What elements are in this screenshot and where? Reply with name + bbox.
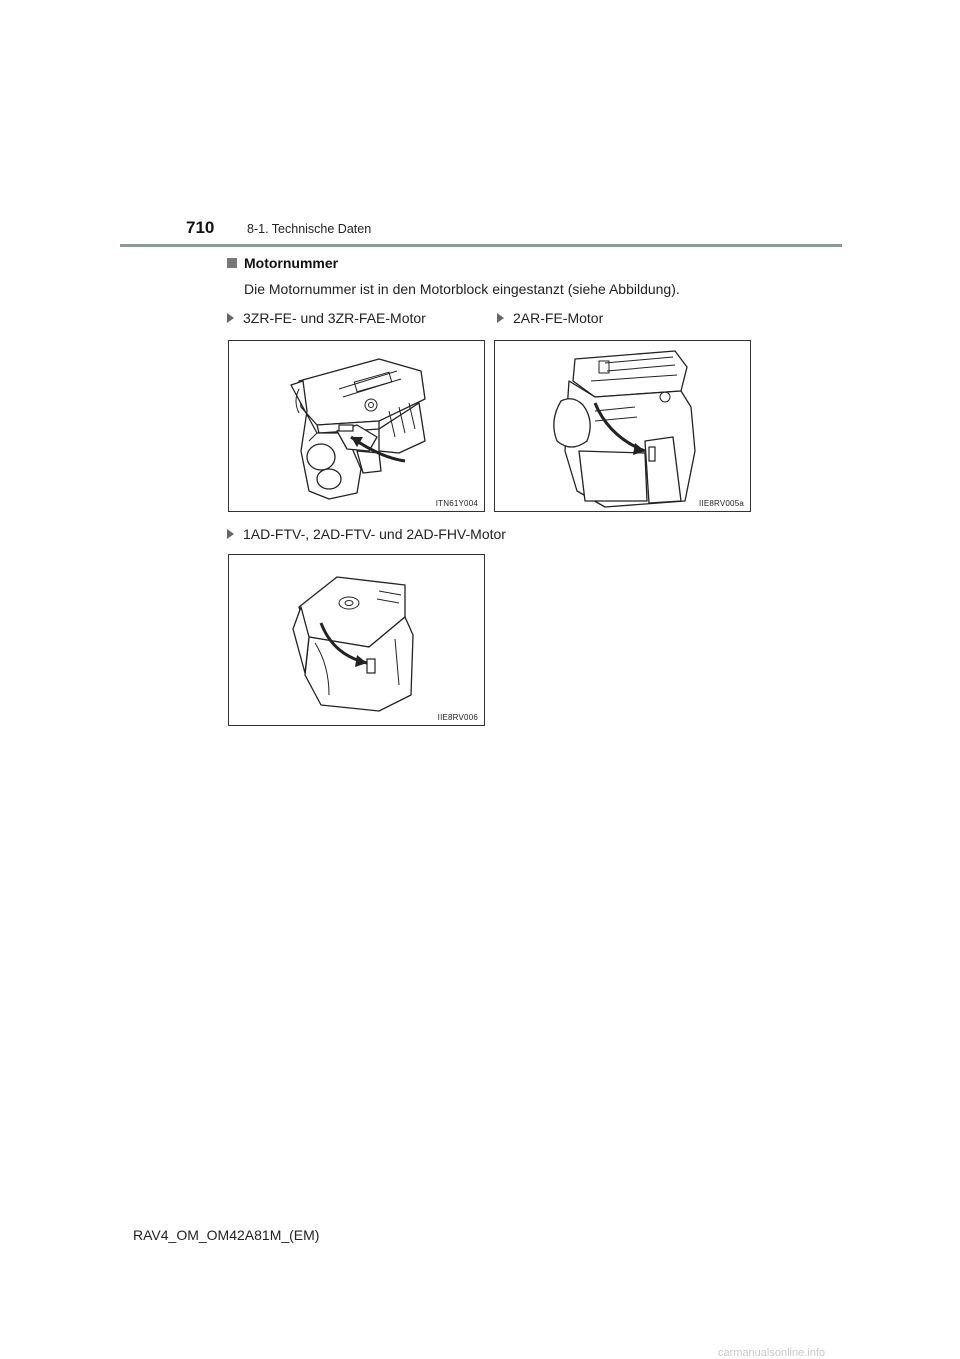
heading-text: Motornummer bbox=[244, 255, 339, 271]
figure-code: ITN61Y004 bbox=[435, 499, 478, 508]
figure-3zr-engine bbox=[228, 340, 485, 512]
figure-ad-engine bbox=[228, 554, 485, 726]
item-label: 1AD-FTV-, 2AD-FTV- und 2AD-FHV-Motor bbox=[243, 526, 506, 542]
engine-item-ad bbox=[227, 526, 506, 542]
motor-number-heading bbox=[227, 255, 338, 271]
header-rule bbox=[120, 244, 842, 247]
engine-illustration-ad bbox=[229, 555, 485, 726]
page-number: 710 bbox=[186, 218, 215, 237]
body-paragraph: Die Motornummer ist in den Motorblock eingestanzt (siehe Abbildung). bbox=[244, 281, 680, 297]
engine-item-2ar bbox=[497, 310, 603, 326]
item-label: 2AR-FE-Motor bbox=[513, 310, 604, 326]
figure-code: IIE8RV005a bbox=[699, 499, 744, 508]
engine-item-3zr bbox=[227, 310, 426, 326]
item-label: 3ZR-FE- und 3ZR-FAE-Motor bbox=[243, 310, 426, 326]
triangle-bullet-icon bbox=[227, 529, 234, 539]
watermark-text: carmanualsonline.info bbox=[718, 1347, 826, 1359]
section-title: 8-1. Technische Daten bbox=[247, 222, 372, 236]
figure-code: IIE8RV006 bbox=[437, 713, 478, 722]
square-bullet-icon bbox=[227, 258, 237, 268]
triangle-bullet-icon bbox=[497, 313, 504, 323]
engine-illustration-2ar bbox=[495, 341, 751, 512]
document-code: RAV4_OM_OM42A81M_(EM) bbox=[133, 1227, 320, 1243]
triangle-bullet-icon bbox=[227, 313, 234, 323]
engine-illustration-3zr bbox=[229, 341, 485, 512]
figure-2ar-engine bbox=[494, 340, 751, 512]
